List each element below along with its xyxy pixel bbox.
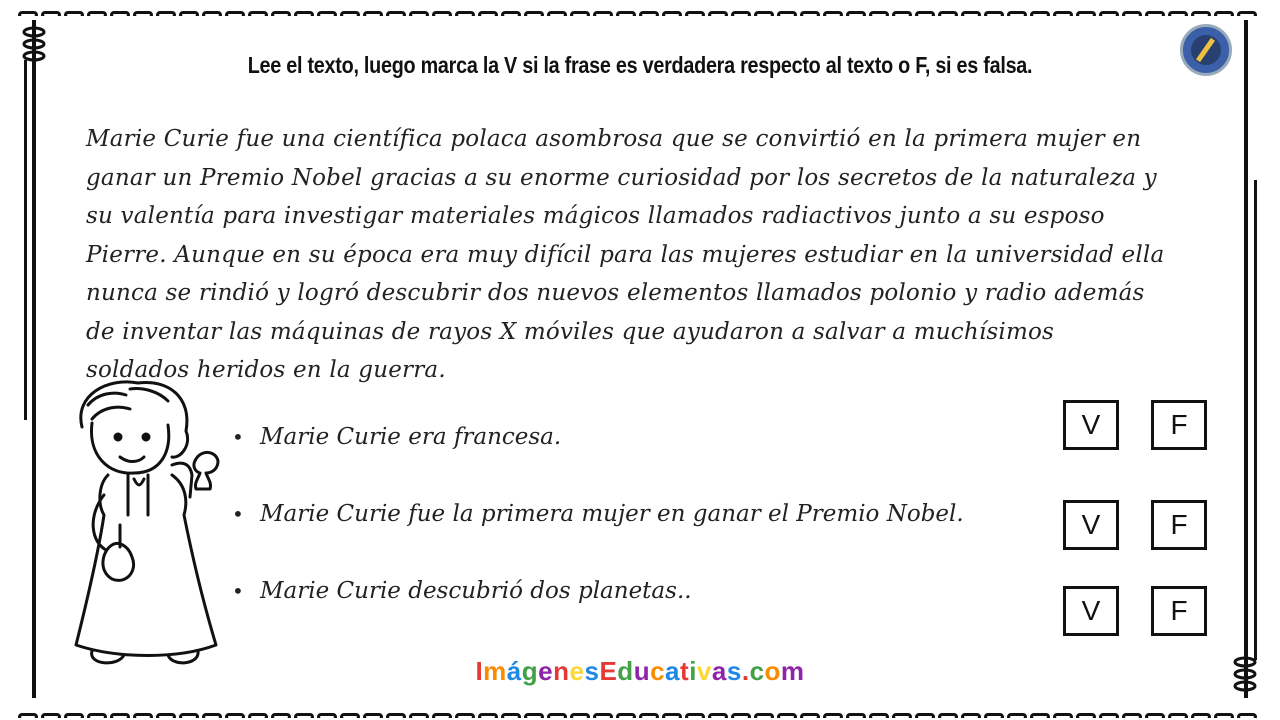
false-checkbox[interactable]: F — [1151, 500, 1207, 550]
true-checkbox[interactable]: V — [1063, 500, 1119, 550]
chain-link — [869, 11, 889, 16]
chain-link — [501, 11, 521, 16]
chain-link — [179, 713, 199, 718]
false-checkbox[interactable]: F — [1151, 400, 1207, 450]
chain-link — [1145, 713, 1165, 718]
chain-link — [754, 11, 774, 16]
chain-link — [455, 11, 475, 16]
chain-link — [961, 11, 981, 16]
bullet: • — [232, 425, 244, 449]
passage-line: Marie Curie fue una científica polaca asombrosa que se convirtió en la primera mujer en — [86, 126, 1142, 152]
chain-link — [1099, 11, 1119, 16]
chain-link — [455, 713, 475, 718]
false-checkbox[interactable]: F — [1151, 586, 1207, 636]
chain-link — [708, 713, 728, 718]
marie-curie-illustration — [68, 375, 228, 675]
chain-link — [984, 713, 1004, 718]
chain-link — [41, 11, 61, 16]
chain-link — [938, 713, 958, 718]
footer-letter: E — [599, 656, 618, 686]
chain-link — [593, 713, 613, 718]
passage-line: su valentía para investigar materiales mágicos llamados radiactivos junto a su esposo — [86, 203, 1105, 229]
chain-link — [18, 713, 38, 718]
chain-link — [524, 11, 544, 16]
chain-link — [593, 11, 613, 16]
chain-link — [639, 713, 659, 718]
statement-item — [232, 424, 561, 450]
chain-link — [915, 713, 935, 718]
chain-link — [570, 11, 590, 16]
chain-link — [892, 11, 912, 16]
footer-letter: e — [569, 656, 585, 686]
chain-link — [547, 713, 567, 718]
chain-link — [87, 713, 107, 718]
footer-letter: n — [553, 656, 570, 686]
chain-link — [409, 11, 429, 16]
passage-line: ganar un Premio Nobel gracias a su enorme curiosidad por los secretos de la naturaleza y — [86, 164, 1157, 191]
chain-link — [938, 11, 958, 16]
chain-link — [800, 11, 820, 16]
chain-link — [363, 11, 383, 16]
educational-logo-icon — [1180, 24, 1232, 76]
chain-link — [777, 11, 797, 16]
footer-letter: g — [521, 656, 539, 686]
footer-letter: m — [780, 656, 805, 686]
statement-text: Marie Curie era francesa. — [260, 424, 562, 450]
chain-link — [1237, 11, 1257, 16]
footer-letter: s — [584, 656, 600, 686]
chain-link — [478, 11, 498, 16]
bottom-border-chain — [18, 706, 1262, 718]
chain-link — [225, 11, 245, 16]
chain-link — [892, 713, 912, 718]
chain-link — [869, 713, 889, 718]
chain-link — [110, 11, 130, 16]
chain-link — [777, 713, 797, 718]
chain-link — [1214, 713, 1234, 718]
chain-link — [823, 713, 843, 718]
footer-letter: I — [475, 656, 484, 686]
bullet: • — [232, 579, 244, 603]
chain-link — [340, 11, 360, 16]
chain-link — [662, 11, 682, 16]
chain-link — [41, 713, 61, 718]
chain-link — [846, 11, 866, 16]
chain-link — [616, 11, 636, 16]
chain-link — [708, 11, 728, 16]
footer-letter: c — [650, 656, 666, 686]
chain-link — [133, 11, 153, 16]
chain-link — [1214, 11, 1234, 16]
reading-passage — [86, 120, 1226, 390]
chain-link — [271, 713, 291, 718]
chain-link — [317, 11, 337, 16]
chain-link — [1237, 713, 1257, 718]
chain-link — [64, 713, 84, 718]
chain-link — [133, 713, 153, 718]
chain-link — [501, 713, 521, 718]
chain-link — [961, 713, 981, 718]
chain-link — [1191, 11, 1211, 16]
chain-link — [524, 713, 544, 718]
top-border-chain — [18, 4, 1262, 16]
true-checkbox[interactable]: V — [1063, 400, 1119, 450]
chain-link — [110, 713, 130, 718]
chain-link — [1191, 713, 1211, 718]
chain-link — [984, 11, 1004, 16]
right-border-line — [1244, 20, 1248, 698]
footer-letter: . — [741, 656, 750, 686]
chain-link — [64, 11, 84, 16]
chain-link — [1145, 11, 1165, 16]
chain-link — [731, 11, 751, 16]
chain-link — [685, 11, 705, 16]
chain-link — [248, 713, 268, 718]
true-checkbox[interactable]: V — [1063, 586, 1119, 636]
footer-letter: v — [696, 656, 712, 686]
left-border-line — [32, 20, 36, 698]
chain-link — [1122, 713, 1142, 718]
chain-link — [570, 713, 590, 718]
chain-link — [363, 713, 383, 718]
chain-link — [294, 713, 314, 718]
statement-text: Marie Curie fue la primera mujer en ganar el Premio Nobel. — [260, 501, 964, 527]
site-footer-logo — [0, 656, 1280, 687]
chain-link — [1007, 713, 1027, 718]
chain-link — [409, 713, 429, 718]
footer-letter: u — [633, 656, 651, 686]
chain-link — [800, 713, 820, 718]
right-border-line-outer — [1254, 180, 1257, 660]
chain-link — [1053, 713, 1073, 718]
chain-link — [1030, 11, 1050, 16]
footer-letter: á — [506, 656, 522, 686]
instruction-title: Lee el texto, luego marca la V si la frase es verdadera respecto al texto o F, si es falsa. — [247, 52, 1033, 78]
footer-letter: a — [665, 656, 681, 686]
chain-link — [340, 713, 360, 718]
chain-link — [823, 11, 843, 16]
chain-link — [317, 713, 337, 718]
statement-text: Marie Curie descubrió dos planetas.. — [260, 578, 692, 604]
chain-link — [18, 11, 38, 16]
chain-link — [432, 713, 452, 718]
statement-item — [232, 578, 692, 604]
footer-letter: d — [617, 656, 634, 686]
chain-link — [1053, 11, 1073, 16]
chain-link — [1122, 11, 1142, 16]
chain-link — [1168, 713, 1188, 718]
passage-line: Pierre. Aunque en su época era muy difícil para las mujeres estudiar en la universidad ella — [86, 241, 1165, 268]
footer-letter: i — [689, 656, 697, 686]
chain-link — [754, 713, 774, 718]
chain-link — [271, 11, 291, 16]
chain-link — [156, 713, 176, 718]
chain-link — [478, 713, 498, 718]
chain-link — [547, 11, 567, 16]
left-border-line-inner — [24, 60, 27, 420]
chain-link — [1076, 713, 1096, 718]
chain-link — [202, 713, 222, 718]
chain-link — [685, 713, 705, 718]
passage-line: de inventar las máquinas de rayos X móviles que ayudaron a salvar a muchísimos — [86, 318, 1055, 345]
footer-letter: s — [726, 656, 742, 686]
chain-link — [731, 713, 751, 718]
chain-link — [179, 11, 199, 16]
chain-link — [616, 713, 636, 718]
chain-link — [386, 713, 406, 718]
footer-letter: a — [711, 656, 727, 686]
footer-letter: m — [483, 656, 507, 686]
footer-letter: t — [680, 656, 690, 686]
footer-letter: o — [764, 656, 781, 686]
border-knot-icon — [21, 24, 47, 64]
chain-link — [202, 11, 222, 16]
chain-link — [846, 713, 866, 718]
chain-link — [1007, 11, 1027, 16]
chain-link — [1030, 713, 1050, 718]
passage-line: nunca se rindió y logró descubrir dos nuevos elementos llamados polonio y radio además — [86, 280, 1145, 306]
chain-link — [294, 11, 314, 16]
footer-letter: c — [749, 656, 765, 686]
chain-link — [639, 11, 659, 16]
chain-link — [386, 11, 406, 16]
chain-link — [915, 11, 935, 16]
chain-link — [662, 713, 682, 718]
chain-link — [1099, 713, 1119, 718]
statement-item — [232, 501, 964, 527]
chain-link — [225, 713, 245, 718]
passage-line: soldados heridos en la guerra. — [86, 357, 446, 383]
chain-link — [87, 11, 107, 16]
bullet: • — [232, 502, 244, 526]
chain-link — [1168, 11, 1188, 16]
footer-letter: e — [538, 656, 554, 686]
chain-link — [156, 11, 176, 16]
chain-link — [248, 11, 268, 16]
chain-link — [432, 11, 452, 16]
chain-link — [1076, 11, 1096, 16]
